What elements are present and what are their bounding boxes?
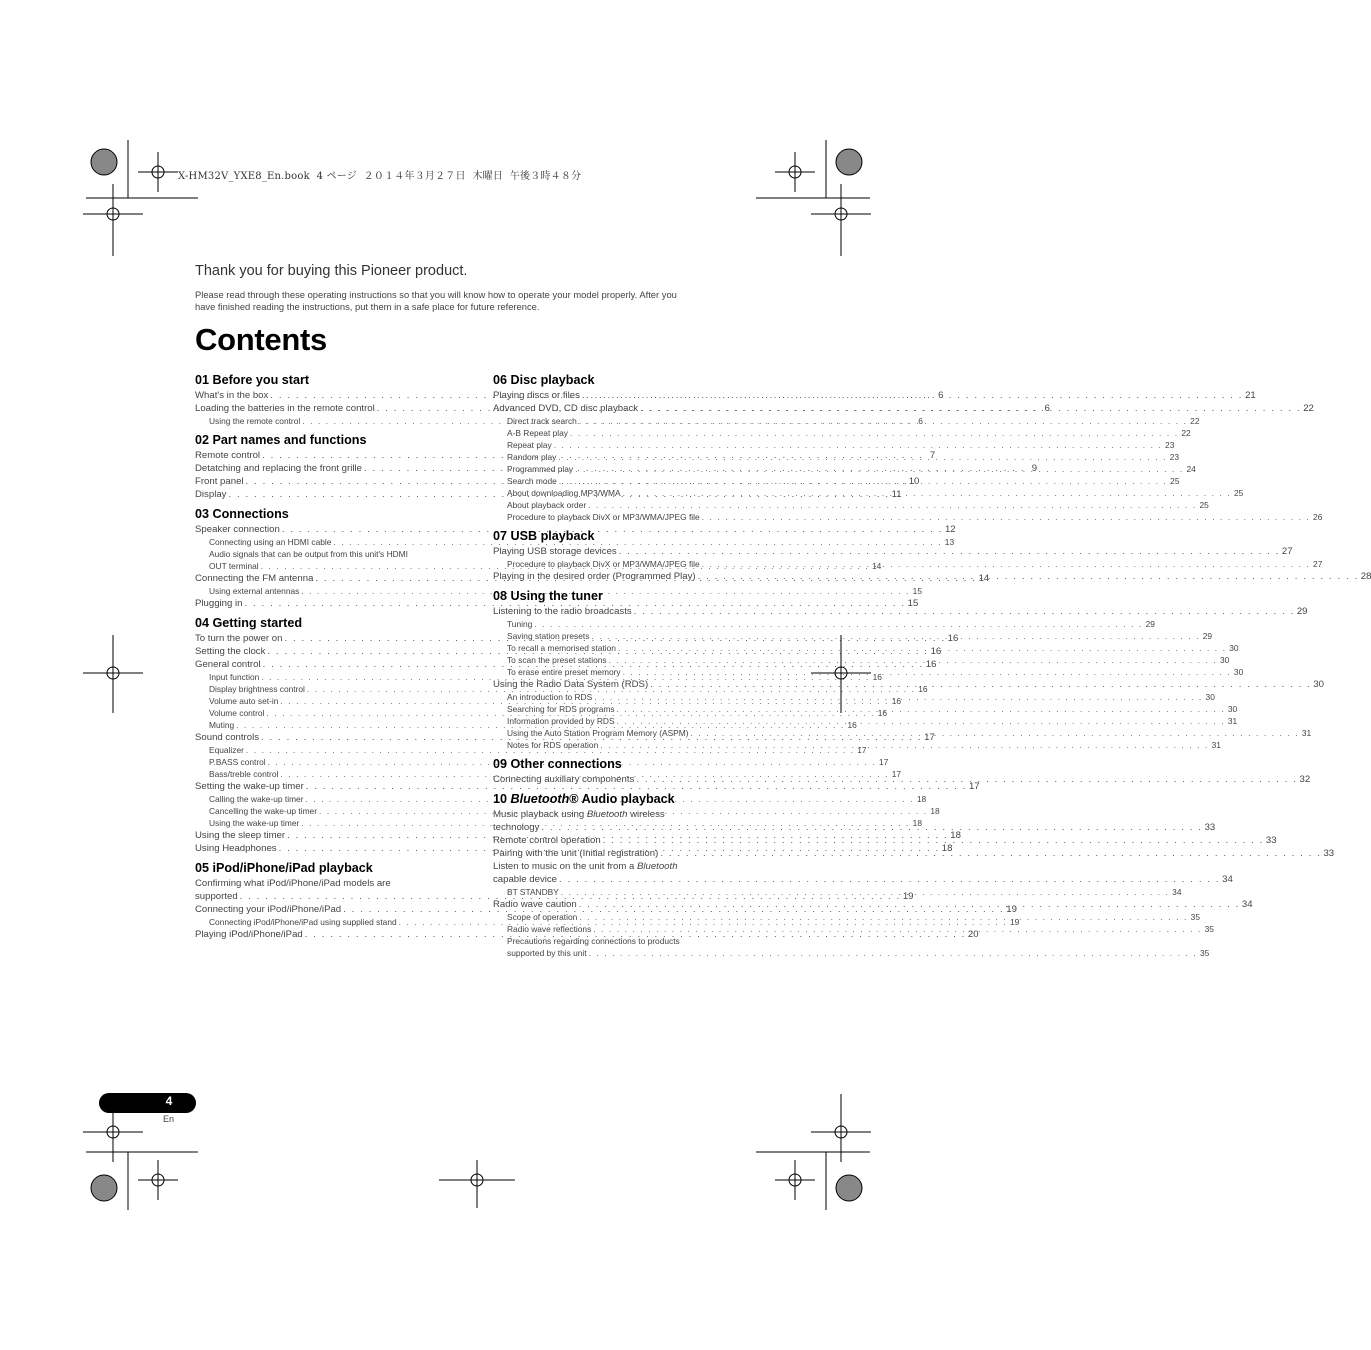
toc-entry-title: Connecting your iPod/iPhone/iPad xyxy=(195,904,342,915)
toc-entry[interactable] xyxy=(195,829,961,842)
toc-entry-title: Using the Radio Data System (RDS) xyxy=(493,679,649,690)
toc-page-number: 19 xyxy=(1009,917,1020,927)
toc-entry-title: Display xyxy=(195,489,227,500)
dot-leader xyxy=(623,666,1232,678)
toc-entry-title: Using the remote control xyxy=(209,416,301,426)
toc-page-number: 14 xyxy=(978,573,990,584)
toc-entry[interactable] xyxy=(195,780,980,793)
registration-circle-icon xyxy=(836,1175,862,1201)
toc-entry-title: Connecting auxiliary components xyxy=(493,774,635,785)
dot-leader xyxy=(554,439,1163,451)
toc-entry[interactable] xyxy=(493,605,1308,618)
toc-page-number: 29 xyxy=(1145,619,1155,629)
toc-subentry[interactable]: Radio wave reflections . . . 35 xyxy=(493,923,766,935)
toc-entry-title: Using the wake-up timer xyxy=(209,818,300,828)
toc-page-number: 17 xyxy=(891,769,902,779)
toc-entry[interactable] xyxy=(195,890,914,903)
dot-leader xyxy=(619,545,1280,558)
toc-page-number: 21 xyxy=(1245,390,1256,401)
crosshair-icon xyxy=(775,152,815,192)
dot-leader xyxy=(623,487,1232,499)
toc-page-number: 14 xyxy=(871,561,882,571)
toc-page-number: 16 xyxy=(891,696,902,706)
toc-page-number: 9 xyxy=(1031,463,1038,474)
toc-page-number: 29 xyxy=(1202,631,1213,641)
toc-entry[interactable]: Pairing with the unit (Initial registration) . . . 33 xyxy=(493,847,766,860)
toc-page-number: 27 xyxy=(1281,546,1293,557)
toc-subentry[interactable] xyxy=(195,817,922,829)
dot-leader xyxy=(617,703,1226,715)
toc-page-number: 23 xyxy=(1165,440,1175,450)
dot-leader xyxy=(600,739,1209,751)
toc-page-number: 18 xyxy=(916,794,927,804)
toc-subentry[interactable]: Scope of operation . . . 35 xyxy=(493,911,766,923)
toc-entry-title: To erase entire preset memory xyxy=(507,667,621,677)
toc-entry-title: Setting the clock xyxy=(195,646,266,657)
toc-entry-title: General control xyxy=(195,659,261,670)
toc-entry-title: Remote control xyxy=(195,450,261,461)
dot-leader xyxy=(640,402,1301,415)
page-number-badge xyxy=(99,1093,196,1113)
toc-entry-title: Playing USB storage devices xyxy=(493,546,617,557)
toc-page-number: 16 xyxy=(877,708,888,718)
page-language: En xyxy=(163,1114,175,1124)
toc-entry[interactable]: Music playback using Bluetooth wireless xyxy=(493,809,665,820)
toc-section-title[interactable]: 07 USB playback xyxy=(493,529,595,543)
toc-entry-title: Using external antennas xyxy=(209,586,300,596)
dot-leader xyxy=(698,570,1359,583)
toc-page-number: 31 xyxy=(1211,740,1221,750)
toc-page-number: 18 xyxy=(941,843,953,854)
crosshair-icon xyxy=(138,152,178,192)
crosshair-icon xyxy=(83,635,143,713)
toc-entry-title: Bass/treble control xyxy=(209,769,279,779)
dot-leader xyxy=(618,642,1227,654)
toc-page-number: 15 xyxy=(907,598,919,609)
toc-entry-title: Sound controls xyxy=(195,732,259,743)
toc-entry-title: Volume control xyxy=(209,708,265,718)
toc-subentry[interactable]: BT STANDBY . . . 34 xyxy=(493,886,766,898)
dot-leader xyxy=(650,678,1311,691)
toc-page-number: 17 xyxy=(968,781,980,792)
toc-entry-title: A-B Repeat play xyxy=(507,428,568,438)
toc-page-number: 22 xyxy=(1181,428,1191,438)
dot-leader xyxy=(702,511,1311,523)
toc-entry-title: Volume auto set-in xyxy=(209,696,279,706)
toc-entry-title: Playing discs or files xyxy=(493,390,580,401)
toc-page-number: 16 xyxy=(872,672,882,682)
toc-subentry[interactable] xyxy=(493,451,1180,463)
toc-page-number: 16 xyxy=(930,646,942,657)
toc-entry[interactable]: Confirming what iPod/iPhone/iPad models are xyxy=(195,878,391,889)
toc-page-number: 30 xyxy=(1219,655,1230,665)
toc-entry-title: Saving station presets xyxy=(507,631,590,641)
toc-page-number: 26 xyxy=(1313,512,1323,522)
toc-entry-title: Input function xyxy=(209,672,260,682)
toc-entry-title: Search mode xyxy=(507,476,557,486)
toc-page-number: 30 xyxy=(1227,704,1238,714)
toc-entry-title: Tuning xyxy=(507,619,533,629)
toc-page-number: 6 xyxy=(918,416,923,426)
toc-entry-title: Equalizer xyxy=(209,745,244,755)
book-header: X-HM32V_YXE8_En.book 4 ページ ２０１４年３月２７日 木曜日 午後３時４８分 xyxy=(178,171,582,182)
toc-entry-title: Front panel xyxy=(195,476,244,487)
toc-section-title[interactable]: 08 Using the tuner xyxy=(493,589,603,603)
toc-entry[interactable] xyxy=(195,597,919,610)
toc-entry-title: To scan the preset stations xyxy=(507,655,607,665)
dot-leader xyxy=(570,427,1179,439)
toc-entry-title: Repeat play xyxy=(507,440,552,450)
toc-page-number: 25 xyxy=(1233,488,1244,498)
toc-page-number: 16 xyxy=(947,633,959,644)
toc-entry[interactable] xyxy=(195,842,953,855)
crosshair-icon xyxy=(138,1160,178,1200)
toc-entry-title: Display brightness control xyxy=(209,684,305,694)
toc-entry-title: Advanced DVD, CD disc playback xyxy=(493,403,639,414)
toc-page-number: 29 xyxy=(1296,606,1308,617)
toc-page-number: 30 xyxy=(1313,679,1324,690)
toc-entry-title: Using Headphones xyxy=(195,843,277,854)
toc-page-number: 24 xyxy=(1186,464,1196,474)
crosshair-icon xyxy=(83,184,143,256)
dot-leader xyxy=(559,475,1168,487)
toc-subentry[interactable] xyxy=(493,427,1191,439)
toc-entry-title: Setting the wake-up timer xyxy=(195,781,304,792)
toc-page-number: 17 xyxy=(857,745,867,755)
toc-entry-title: Random play xyxy=(507,452,557,462)
toc-section-title[interactable]: 02 Part names and functions xyxy=(195,433,367,447)
toc-entry[interactable] xyxy=(493,389,1256,402)
crosshair-icon xyxy=(439,1160,515,1208)
toc-entry-title: Speaker connection xyxy=(195,524,280,535)
dot-leader xyxy=(636,773,1297,786)
toc-entry-title: Using the Auto Station Program Memory (ASPM) xyxy=(507,728,689,738)
toc-entry[interactable] xyxy=(195,903,1017,916)
toc-subentry[interactable]: Precautions regarding connections to products xyxy=(507,936,680,946)
toc-entry-title: An introduction to RDS xyxy=(507,692,593,702)
toc-entry-title: Procedure to playback DivX or MP3/WMA/JPEG file xyxy=(507,512,700,522)
toc-entry-title: OUT terminal xyxy=(209,561,259,571)
toc-entry-title: What's in the box xyxy=(195,390,269,401)
toc-entry[interactable]: Remote control operation . . . 33 xyxy=(493,834,766,847)
crosshair-icon xyxy=(811,184,871,256)
toc-page-number: 17 xyxy=(878,757,889,767)
dot-leader xyxy=(534,618,1143,630)
toc-page-number: 22 xyxy=(1190,416,1200,426)
toc-entry-title: To recall a memorised station xyxy=(507,643,616,653)
toc-page-number: 16 xyxy=(925,659,937,670)
toc-subentry[interactable] xyxy=(493,463,1196,475)
toc-entry[interactable]: capable device . . . 34 xyxy=(493,873,766,886)
intro-line: have finished reading the instructions, put them in a safe place for future reference. xyxy=(195,301,540,312)
toc-entry-title: Searching for RDS programs xyxy=(507,704,615,714)
registration-circle-icon xyxy=(91,1175,117,1201)
dot-leader xyxy=(617,715,1226,727)
toc-page-number: 31 xyxy=(1301,728,1312,738)
dot-leader xyxy=(582,389,1243,402)
toc-page-number: 20 xyxy=(967,929,979,940)
toc-entry[interactable]: technology . . . 33 xyxy=(493,821,766,834)
toc-entry-title: Direct track search xyxy=(507,416,577,426)
toc-section-title[interactable]: 06 Disc playback xyxy=(493,373,595,387)
toc-entry-title: Muting xyxy=(209,720,235,730)
toc-entry-title: About playback order xyxy=(507,500,587,510)
toc-entry[interactable]: Listen to music on the unit from a Bluetooth xyxy=(493,861,678,872)
toc-page-number: 30 xyxy=(1205,692,1215,702)
toc-entry[interactable] xyxy=(493,545,1293,558)
dot-leader xyxy=(575,463,1184,475)
toc-section-title[interactable]: 10 Bluetooth® Audio playback xyxy=(493,792,675,806)
toc-subentry[interactable] xyxy=(493,511,1323,523)
toc-page-number: 25 xyxy=(1170,476,1180,486)
toc-section-title[interactable]: 01 Before you start xyxy=(195,373,310,387)
dot-leader xyxy=(594,691,1203,703)
toc-entry-title: About downloading MP3/WMA xyxy=(507,488,621,498)
toc-entry-title: Programmed play xyxy=(507,464,574,474)
registration-circle-icon xyxy=(836,149,862,175)
dot-leader xyxy=(609,654,1218,666)
toc-page-number: 25 xyxy=(1199,500,1209,510)
toc-page-number: 16 xyxy=(918,684,928,694)
toc-page-number: 19 xyxy=(902,891,914,902)
toc-page-number: 15 xyxy=(912,586,922,596)
toc-entry-title: Loading the batteries in the remote control xyxy=(195,403,375,414)
toc-page-number: 17 xyxy=(924,732,935,743)
toc-section-title[interactable]: 04 Getting started xyxy=(195,616,303,630)
toc-page-number: 31 xyxy=(1227,716,1238,726)
toc-page-number: 18 xyxy=(950,830,961,841)
toc-subentry[interactable] xyxy=(493,439,1175,451)
toc-entry-title: Listening to the radio broadcasts xyxy=(493,606,632,617)
toc-entry-title: Plugging in xyxy=(195,598,243,609)
toc-page-number: 28 xyxy=(1360,571,1371,582)
toc-entry-title: Using the sleep timer xyxy=(195,830,286,841)
toc-page-number: 23 xyxy=(1169,452,1180,462)
toc-page-number: 6 xyxy=(1044,403,1050,414)
toc-page-number: 16 xyxy=(847,720,857,730)
intro-line: Please read through these operating instructions so that you will know how to operate your model properly. After you xyxy=(195,289,677,300)
toc-section-title[interactable]: 09 Other connections xyxy=(493,757,622,771)
toc-entry-title: Connecting using an HDMI cable xyxy=(209,537,332,547)
toc-entry-title: Information provided by RDS xyxy=(507,716,615,726)
toc-subentry[interactable] xyxy=(195,916,1020,928)
toc-entry-title: Cancelling the wake-up timer xyxy=(209,806,317,816)
page-title: Contents xyxy=(195,322,327,357)
toc-section-title[interactable]: 05 iPod/iPhone/iPad playback xyxy=(195,861,373,875)
toc-entry-title: Playing iPod/iPhone/iPad xyxy=(195,929,303,940)
toc-entry-title: Detatching and replacing the front grille xyxy=(195,463,362,474)
dot-leader xyxy=(558,451,1167,463)
registration-circle-icon xyxy=(91,149,117,175)
toc-page-number: 18 xyxy=(930,806,940,816)
dot-leader xyxy=(588,499,1197,511)
dot-leader xyxy=(634,605,1295,618)
toc-page-number: 12 xyxy=(944,524,956,535)
toc-subentry[interactable] xyxy=(493,499,1209,511)
toc-entry-title: P.BASS control xyxy=(209,757,266,767)
toc-entry-title: supported xyxy=(195,891,238,902)
toc-entry[interactable]: Radio wave caution . . . 34 xyxy=(493,898,766,911)
toc-page-number: 18 xyxy=(912,818,922,828)
toc-page-number: 30 xyxy=(1233,667,1244,677)
thanks-heading: Thank you for buying this Pioneer product. xyxy=(195,263,468,279)
toc-page-number: 11 xyxy=(891,489,902,500)
toc-subentry[interactable]: supported by this unit . . . 35 xyxy=(493,947,766,959)
toc-page-number: 22 xyxy=(1303,403,1314,414)
page-number: 4 xyxy=(165,1094,173,1108)
toc-page-number: 30 xyxy=(1229,643,1239,653)
toc-section-title[interactable]: 03 Connections xyxy=(195,507,289,521)
dot-leader xyxy=(702,558,1311,570)
toc-entry[interactable] xyxy=(493,402,1314,415)
toc-subentry[interactable] xyxy=(493,618,1155,630)
toc-page-number: 32 xyxy=(1299,774,1311,785)
toc-entry-title: To turn the power on xyxy=(195,633,283,644)
dot-leader xyxy=(591,630,1200,642)
toc-page-number: 7 xyxy=(929,450,936,461)
crosshair-icon xyxy=(775,1160,815,1200)
toc-subentry[interactable]: Audio signals that can be output from this unit's HDMI xyxy=(209,549,408,559)
toc-entry-title: Notes for RDS operation xyxy=(507,740,599,750)
toc-entry-title: Procedure to playback DivX or MP3/WMA/JPEG file xyxy=(507,559,700,569)
toc-entry-title: Connecting iPod/iPhone/iPad using supplied stand xyxy=(209,917,397,927)
toc-entry-title: Connecting the FM antenna xyxy=(195,573,314,584)
toc-page-number: 13 xyxy=(944,537,955,547)
dot-leader xyxy=(691,727,1300,739)
toc-page-number: 19 xyxy=(1006,904,1017,915)
toc-entry-title: Calling the wake-up timer xyxy=(209,794,304,804)
toc-page-number: 27 xyxy=(1313,559,1323,569)
intro-text xyxy=(195,289,770,313)
toc-entry-title: Playing in the desired order (Programmed Play) xyxy=(493,571,696,582)
toc-page-number: 10 xyxy=(908,476,920,487)
toc-subentry[interactable] xyxy=(493,415,1200,427)
toc-page-number: 6 xyxy=(938,390,944,401)
dot-leader xyxy=(579,415,1188,427)
